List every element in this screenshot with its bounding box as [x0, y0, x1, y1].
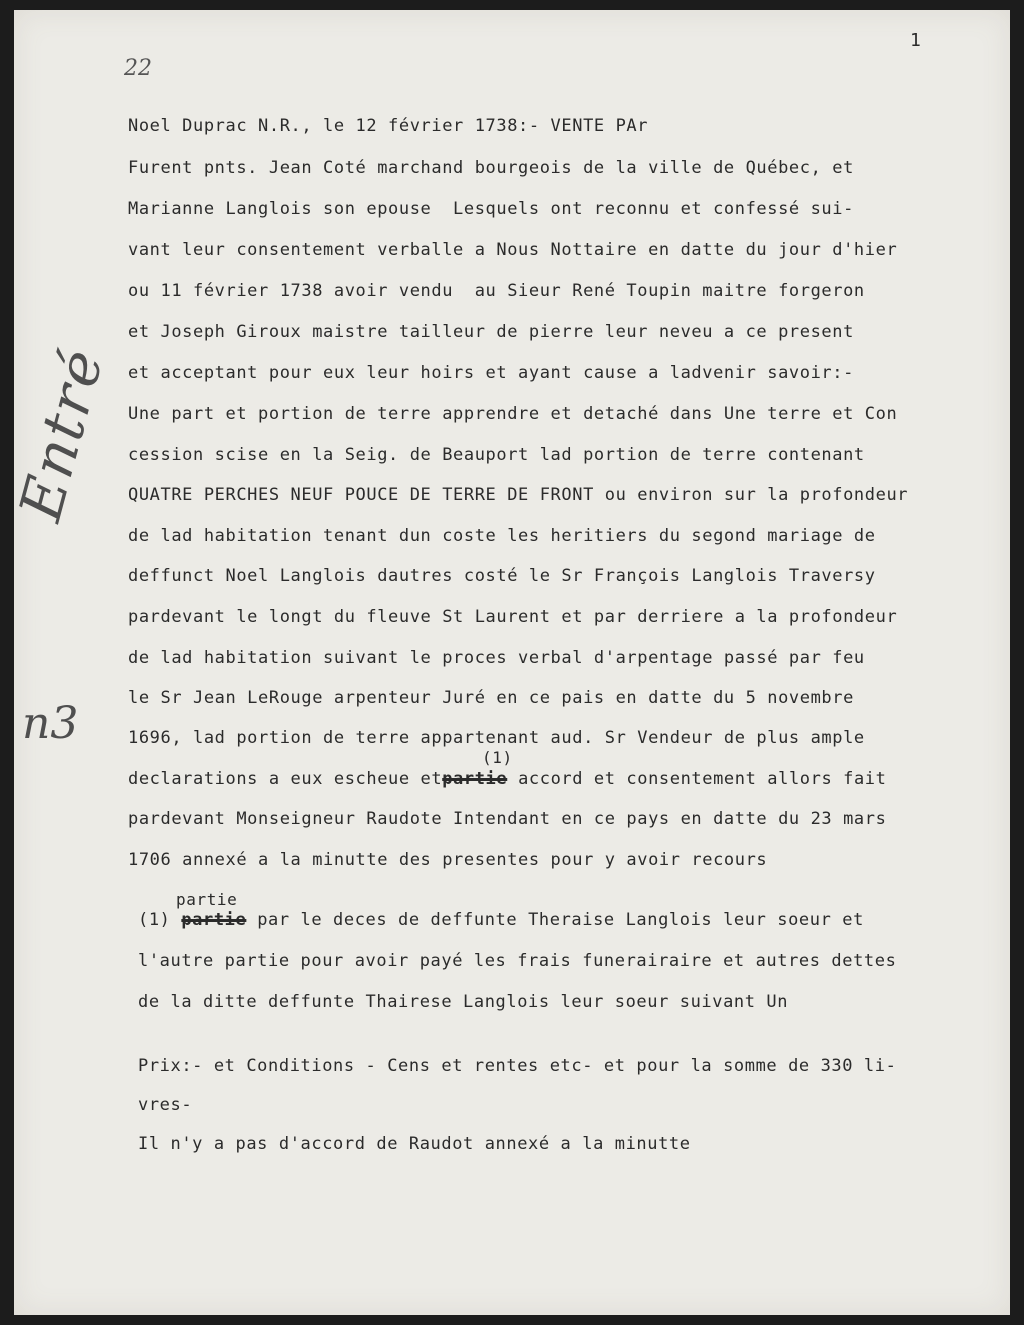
text-line: vres-	[138, 1095, 193, 1115]
footnote-reference-marker: (1)	[482, 748, 513, 767]
document-page	[6, 10, 1010, 1315]
footnote-line: l'autre partie pour avoir payé les frais funerairaire et autres dettes	[138, 951, 897, 971]
text-line: ou 11 février 1738 avoir vendu au Sieur René Toupin maitre forgeron	[128, 281, 865, 301]
text-line: 1706 annexé a la minutte des presentes pour y avoir recours	[128, 850, 768, 870]
text-line: de lad habitation suivant le proces verbal d'arpentage passé par feu	[128, 648, 865, 668]
margin-annotation-n3: n3	[22, 698, 79, 749]
text-line-with-footnote	[128, 769, 886, 789]
struck-word: partie	[181, 910, 247, 930]
text-line: Marianne Langlois son epouse Lesquels ont reconnu et confessé sui-	[128, 199, 854, 219]
text-segment: par le deces de deffunte Theraise Langlois leur soeur et	[246, 910, 864, 930]
text-segment: accord et consentement allors fait	[507, 769, 887, 789]
text-line: et Joseph Giroux maistre tailleur de pierre leur neveu a ce present	[128, 322, 854, 342]
text-line: pardevant Monseigneur Raudote Intendant en ce pays en datte du 23 mars	[128, 809, 887, 829]
text-line: de lad habitation tenant dun coste les heritiers du segond mariage de	[128, 526, 876, 546]
page-number: 1	[910, 30, 922, 51]
text-line: pardevant le longt du fleuve St Laurent et par derriere a la profondeur	[128, 607, 898, 627]
text-line: QUATRE PERCHES NEUF POUCE DE TERRE DE FRONT ou environ sur la profondeur	[128, 485, 909, 505]
footnote-interline-correction: partie	[176, 890, 238, 909]
footnote-line: de la ditte deffunte Thairese Langlois leur soeur suivant Un	[138, 992, 789, 1012]
text-line: Noel Duprac N.R., le 12 février 1738:- VENTE PAr	[128, 116, 649, 136]
handwritten-folio-number: 22	[124, 56, 152, 81]
text-line: deffunct Noel Langlois dautres costé le Sr François Langlois Traversy	[128, 566, 876, 586]
text-line: Une part et portion de terre apprendre et detaché dans Une terre et Con	[128, 404, 898, 424]
text-line: vant leur consentement verballe a Nous Nottaire en datte du jour d'hier	[128, 240, 898, 260]
text-line: Prix:- et Conditions - Cens et rentes etc- et pour la somme de 330 li-	[138, 1056, 897, 1076]
footnote-marker: (1)	[138, 910, 182, 930]
margin-annotation-entre: Entré	[6, 340, 117, 528]
text-segment: declarations a eux escheue et	[128, 769, 443, 789]
text-line: et acceptant pour eux leur hoirs et ayant cause a ladvenir savoir:-	[128, 363, 854, 383]
text-line: Furent pnts. Jean Coté marchand bourgeois de la ville de Québec, et	[128, 158, 854, 178]
closing-note: Il n'y a pas d'accord de Raudot annexé a la minutte	[138, 1134, 691, 1154]
text-line: le Sr Jean LeRouge arpenteur Juré en ce pais en datte du 5 novembre	[128, 688, 854, 708]
footnote-line	[138, 910, 864, 930]
struck-word: partie	[442, 769, 508, 789]
text-line: 1696, lad portion de terre appartenant aud. Sr Vendeur de plus ample	[128, 728, 865, 748]
text-line: cession scise en la Seig. de Beauport lad portion de terre contenant	[128, 445, 865, 465]
